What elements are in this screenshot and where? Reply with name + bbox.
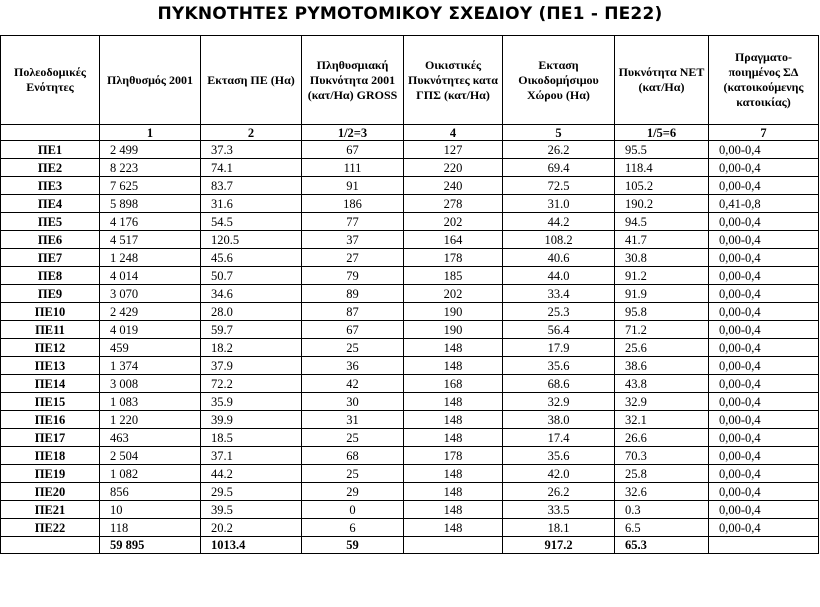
area-pe-cell: 83.7: [201, 177, 302, 195]
density-gps-cell: 148: [404, 411, 503, 429]
density-net-cell: 32.9: [615, 393, 709, 411]
column-number: 1: [100, 125, 201, 141]
density-gross-cell: 67: [302, 321, 404, 339]
unit-code-cell: ΠΕ2: [1, 159, 100, 177]
area-pe-cell: 74.1: [201, 159, 302, 177]
building-coefficient-cell: 0,00-0,4: [709, 267, 819, 285]
column-number-row: [1, 125, 819, 141]
buildable-area-cell: 26.2: [503, 483, 615, 501]
population-2001-cell: 8 223: [100, 159, 201, 177]
header-cell: Πυκνότητα ΝΕΤ (κατ/Ηα): [615, 36, 709, 125]
column-number: 1/2=3: [302, 125, 404, 141]
density-net-cell: 95.8: [615, 303, 709, 321]
area-pe-cell: 39.5: [201, 501, 302, 519]
population-2001-cell: 463: [100, 429, 201, 447]
buildable-area-cell: 31.0: [503, 195, 615, 213]
population-2001-cell: 2 429: [100, 303, 201, 321]
density-gross-cell: 30: [302, 393, 404, 411]
unit-code-cell: ΠΕ22: [1, 519, 100, 537]
unit-code-cell: ΠΕ6: [1, 231, 100, 249]
density-gross-cell: 42: [302, 375, 404, 393]
area-pe-cell: 31.6: [201, 195, 302, 213]
area-pe-cell: 18.5: [201, 429, 302, 447]
unit-code-cell: ΠΕ7: [1, 249, 100, 267]
density-net-cell: 41.7: [615, 231, 709, 249]
unit-code-cell: ΠΕ21: [1, 501, 100, 519]
building-coefficient-cell: 0,00-0,4: [709, 231, 819, 249]
population-2001-cell: 1 248: [100, 249, 201, 267]
density-gross-cell: 91: [302, 177, 404, 195]
density-gross-cell: 89: [302, 285, 404, 303]
building-coefficient-cell: 0,00-0,4: [709, 339, 819, 357]
population-2001-total: 59 895: [100, 537, 201, 554]
population-2001-cell: 1 374: [100, 357, 201, 375]
unit-code-cell: ΠΕ14: [1, 375, 100, 393]
population-2001-cell: 1 083: [100, 393, 201, 411]
unit-code-cell: ΠΕ4: [1, 195, 100, 213]
buildable-area-cell: 44.0: [503, 267, 615, 285]
density-gross-cell: 0: [302, 501, 404, 519]
population-2001-cell: 3 070: [100, 285, 201, 303]
buildable-area-cell: 26.2: [503, 141, 615, 159]
building-coefficient-total: [709, 537, 819, 554]
density-net-cell: 25.8: [615, 465, 709, 483]
buildable-area-cell: 69.4: [503, 159, 615, 177]
buildable-area-cell: 72.5: [503, 177, 615, 195]
density-net-cell: 26.6: [615, 429, 709, 447]
area-pe-cell: 37.3: [201, 141, 302, 159]
table-row: [1, 501, 819, 519]
buildable-area-cell: 40.6: [503, 249, 615, 267]
density-gross-total: 59: [302, 537, 404, 554]
buildable-area-cell: 33.4: [503, 285, 615, 303]
building-coefficient-cell: 0,00-0,4: [709, 303, 819, 321]
area-pe-total: 1013.4: [201, 537, 302, 554]
density-gross-cell: 29: [302, 483, 404, 501]
buildable-area-cell: 17.4: [503, 429, 615, 447]
header-cell: Οικιστικές Πυκνότητες κατα ΓΠΣ (κατ/Ηα): [404, 36, 503, 125]
area-pe-cell: 29.5: [201, 483, 302, 501]
population-2001-cell: 10: [100, 501, 201, 519]
unit-code-cell: ΠΕ8: [1, 267, 100, 285]
buildable-area-total: 917.2: [503, 537, 615, 554]
density-net-cell: 0.3: [615, 501, 709, 519]
area-pe-cell: 59.7: [201, 321, 302, 339]
column-number: 5: [503, 125, 615, 141]
density-gps-cell: 178: [404, 249, 503, 267]
density-gps-cell: 148: [404, 429, 503, 447]
unit-code-cell: ΠΕ18: [1, 447, 100, 465]
density-gps-cell: 202: [404, 285, 503, 303]
table-row: [1, 285, 819, 303]
header-cell: Εκταση ΠΕ (Ηα): [201, 36, 302, 125]
density-gps-cell: 190: [404, 321, 503, 339]
table-row: [1, 375, 819, 393]
density-net-cell: 95.5: [615, 141, 709, 159]
table-row: [1, 159, 819, 177]
table-row: [1, 393, 819, 411]
density-gross-cell: 31: [302, 411, 404, 429]
totals-row: [1, 537, 819, 554]
density-gross-cell: 77: [302, 213, 404, 231]
area-pe-cell: 34.6: [201, 285, 302, 303]
density-gross-cell: 186: [302, 195, 404, 213]
density-gps-cell: 220: [404, 159, 503, 177]
density-net-cell: 70.3: [615, 447, 709, 465]
area-pe-cell: 50.7: [201, 267, 302, 285]
table-row: [1, 339, 819, 357]
density-gps-cell: 278: [404, 195, 503, 213]
population-2001-cell: 459: [100, 339, 201, 357]
population-2001-cell: 2 504: [100, 447, 201, 465]
buildable-area-cell: 18.1: [503, 519, 615, 537]
table-row: [1, 141, 819, 159]
area-pe-cell: 120.5: [201, 231, 302, 249]
table-row: [1, 465, 819, 483]
unit-code-total: [1, 537, 100, 554]
building-coefficient-cell: 0,00-0,4: [709, 375, 819, 393]
unit-code-cell: ΠΕ17: [1, 429, 100, 447]
population-2001-cell: 4 517: [100, 231, 201, 249]
density-gross-cell: 25: [302, 339, 404, 357]
population-2001-cell: 118: [100, 519, 201, 537]
table-row: [1, 519, 819, 537]
table-row: [1, 195, 819, 213]
column-number: [1, 125, 100, 141]
population-2001-cell: 7 625: [100, 177, 201, 195]
density-net-cell: 38.6: [615, 357, 709, 375]
area-pe-cell: 45.6: [201, 249, 302, 267]
buildable-area-cell: 38.0: [503, 411, 615, 429]
area-pe-cell: 28.0: [201, 303, 302, 321]
buildable-area-cell: 25.3: [503, 303, 615, 321]
density-gross-cell: 67: [302, 141, 404, 159]
building-coefficient-cell: 0,00-0,4: [709, 411, 819, 429]
area-pe-cell: 20.2: [201, 519, 302, 537]
density-gps-total: [404, 537, 503, 554]
density-net-cell: 91.2: [615, 267, 709, 285]
density-gps-cell: 148: [404, 393, 503, 411]
density-gross-cell: 27: [302, 249, 404, 267]
area-pe-cell: 37.1: [201, 447, 302, 465]
unit-code-cell: ΠΕ1: [1, 141, 100, 159]
density-net-cell: 71.2: [615, 321, 709, 339]
buildable-area-cell: 108.2: [503, 231, 615, 249]
buildable-area-cell: 17.9: [503, 339, 615, 357]
column-number: 4: [404, 125, 503, 141]
density-gps-cell: 148: [404, 483, 503, 501]
building-coefficient-cell: 0,00-0,4: [709, 159, 819, 177]
buildable-area-cell: 35.6: [503, 447, 615, 465]
density-gps-cell: 148: [404, 519, 503, 537]
area-pe-cell: 37.9: [201, 357, 302, 375]
density-table: [0, 35, 819, 554]
header-cell: Πολεοδομικές Ενότητες: [1, 36, 100, 125]
building-coefficient-cell: 0,41-0,8: [709, 195, 819, 213]
population-2001-cell: 856: [100, 483, 201, 501]
column-number: 7: [709, 125, 819, 141]
population-2001-cell: 1 082: [100, 465, 201, 483]
building-coefficient-cell: 0,00-0,4: [709, 249, 819, 267]
density-gross-cell: 25: [302, 429, 404, 447]
table-row: [1, 357, 819, 375]
density-gross-cell: 25: [302, 465, 404, 483]
area-pe-cell: 72.2: [201, 375, 302, 393]
table-row: [1, 321, 819, 339]
density-gross-cell: 6: [302, 519, 404, 537]
unit-code-cell: ΠΕ10: [1, 303, 100, 321]
density-gps-cell: 185: [404, 267, 503, 285]
header-row: [1, 36, 819, 125]
area-pe-cell: 18.2: [201, 339, 302, 357]
buildable-area-cell: 68.6: [503, 375, 615, 393]
density-gps-cell: 127: [404, 141, 503, 159]
density-gps-cell: 164: [404, 231, 503, 249]
population-2001-cell: 2 499: [100, 141, 201, 159]
building-coefficient-cell: 0,00-0,4: [709, 177, 819, 195]
density-net-cell: 94.5: [615, 213, 709, 231]
density-gross-cell: 79: [302, 267, 404, 285]
building-coefficient-cell: 0,00-0,4: [709, 501, 819, 519]
building-coefficient-cell: 0,00-0,4: [709, 357, 819, 375]
building-coefficient-cell: 0,00-0,4: [709, 519, 819, 537]
density-net-cell: 32.1: [615, 411, 709, 429]
population-2001-cell: 4 014: [100, 267, 201, 285]
header-cell: Πληθυσμιακή Πυκνότητα 2001 (κατ/Ηα) GROSS: [302, 36, 404, 125]
density-gps-cell: 148: [404, 465, 503, 483]
density-gps-cell: 202: [404, 213, 503, 231]
unit-code-cell: ΠΕ9: [1, 285, 100, 303]
density-gross-cell: 87: [302, 303, 404, 321]
column-number: 2: [201, 125, 302, 141]
population-2001-cell: 5 898: [100, 195, 201, 213]
unit-code-cell: ΠΕ19: [1, 465, 100, 483]
table-row: [1, 447, 819, 465]
table-row: [1, 303, 819, 321]
unit-code-cell: ΠΕ20: [1, 483, 100, 501]
density-net-cell: 32.6: [615, 483, 709, 501]
density-net-cell: 30.8: [615, 249, 709, 267]
table-row: [1, 483, 819, 501]
density-gps-cell: 148: [404, 501, 503, 519]
unit-code-cell: ΠΕ15: [1, 393, 100, 411]
area-pe-cell: 35.9: [201, 393, 302, 411]
population-2001-cell: 4 176: [100, 213, 201, 231]
table-row: [1, 429, 819, 447]
area-pe-cell: 39.9: [201, 411, 302, 429]
population-2001-cell: 1 220: [100, 411, 201, 429]
density-gross-cell: 36: [302, 357, 404, 375]
density-gps-cell: 168: [404, 375, 503, 393]
density-gps-cell: 148: [404, 357, 503, 375]
unit-code-cell: ΠΕ5: [1, 213, 100, 231]
population-2001-cell: 3 008: [100, 375, 201, 393]
building-coefficient-cell: 0,00-0,4: [709, 285, 819, 303]
density-gross-cell: 68: [302, 447, 404, 465]
density-gross-cell: 111: [302, 159, 404, 177]
density-net-cell: 25.6: [615, 339, 709, 357]
area-pe-cell: 54.5: [201, 213, 302, 231]
building-coefficient-cell: 0,00-0,4: [709, 321, 819, 339]
density-net-cell: 190.2: [615, 195, 709, 213]
buildable-area-cell: 32.9: [503, 393, 615, 411]
building-coefficient-cell: 0,00-0,4: [709, 393, 819, 411]
page-title: ΠΥΚΝΟΤΗΤΕΣ ΡΥΜΟΤΟΜΙΚΟΥ ΣΧΕΔΙΟΥ (ΠΕ1 - ΠΕ22): [157, 4, 663, 24]
area-pe-cell: 44.2: [201, 465, 302, 483]
density-net-total: 65.3: [615, 537, 709, 554]
header-cell: Πραγματο-ποιημένος ΣΔ (κατοικούμενης κατοικίας): [709, 36, 819, 125]
table-row: [1, 249, 819, 267]
buildable-area-cell: 42.0: [503, 465, 615, 483]
table-row: [1, 213, 819, 231]
building-coefficient-cell: 0,00-0,4: [709, 429, 819, 447]
unit-code-cell: ΠΕ3: [1, 177, 100, 195]
buildable-area-cell: 35.6: [503, 357, 615, 375]
unit-code-cell: ΠΕ16: [1, 411, 100, 429]
building-coefficient-cell: 0,00-0,4: [709, 483, 819, 501]
density-net-cell: 91.9: [615, 285, 709, 303]
density-gps-cell: 178: [404, 447, 503, 465]
building-coefficient-cell: 0,00-0,4: [709, 141, 819, 159]
density-net-cell: 105.2: [615, 177, 709, 195]
column-number: 1/5=6: [615, 125, 709, 141]
table-row: [1, 177, 819, 195]
header-cell: Εκταση Οικοδομήσιμου Χώρου (Ηα): [503, 36, 615, 125]
building-coefficient-cell: 0,00-0,4: [709, 465, 819, 483]
density-gross-cell: 37: [302, 231, 404, 249]
density-gps-cell: 148: [404, 339, 503, 357]
building-coefficient-cell: 0,00-0,4: [709, 447, 819, 465]
density-net-cell: 6.5: [615, 519, 709, 537]
buildable-area-cell: 33.5: [503, 501, 615, 519]
unit-code-cell: ΠΕ11: [1, 321, 100, 339]
unit-code-cell: ΠΕ13: [1, 357, 100, 375]
density-net-cell: 118.4: [615, 159, 709, 177]
density-gps-cell: 240: [404, 177, 503, 195]
building-coefficient-cell: 0,00-0,4: [709, 213, 819, 231]
unit-code-cell: ΠΕ12: [1, 339, 100, 357]
buildable-area-cell: 56.4: [503, 321, 615, 339]
header-cell: Πληθυσμός 2001: [100, 36, 201, 125]
density-gps-cell: 190: [404, 303, 503, 321]
buildable-area-cell: 44.2: [503, 213, 615, 231]
table-row: [1, 411, 819, 429]
table-row: [1, 267, 819, 285]
table-row: [1, 231, 819, 249]
population-2001-cell: 4 019: [100, 321, 201, 339]
density-net-cell: 43.8: [615, 375, 709, 393]
